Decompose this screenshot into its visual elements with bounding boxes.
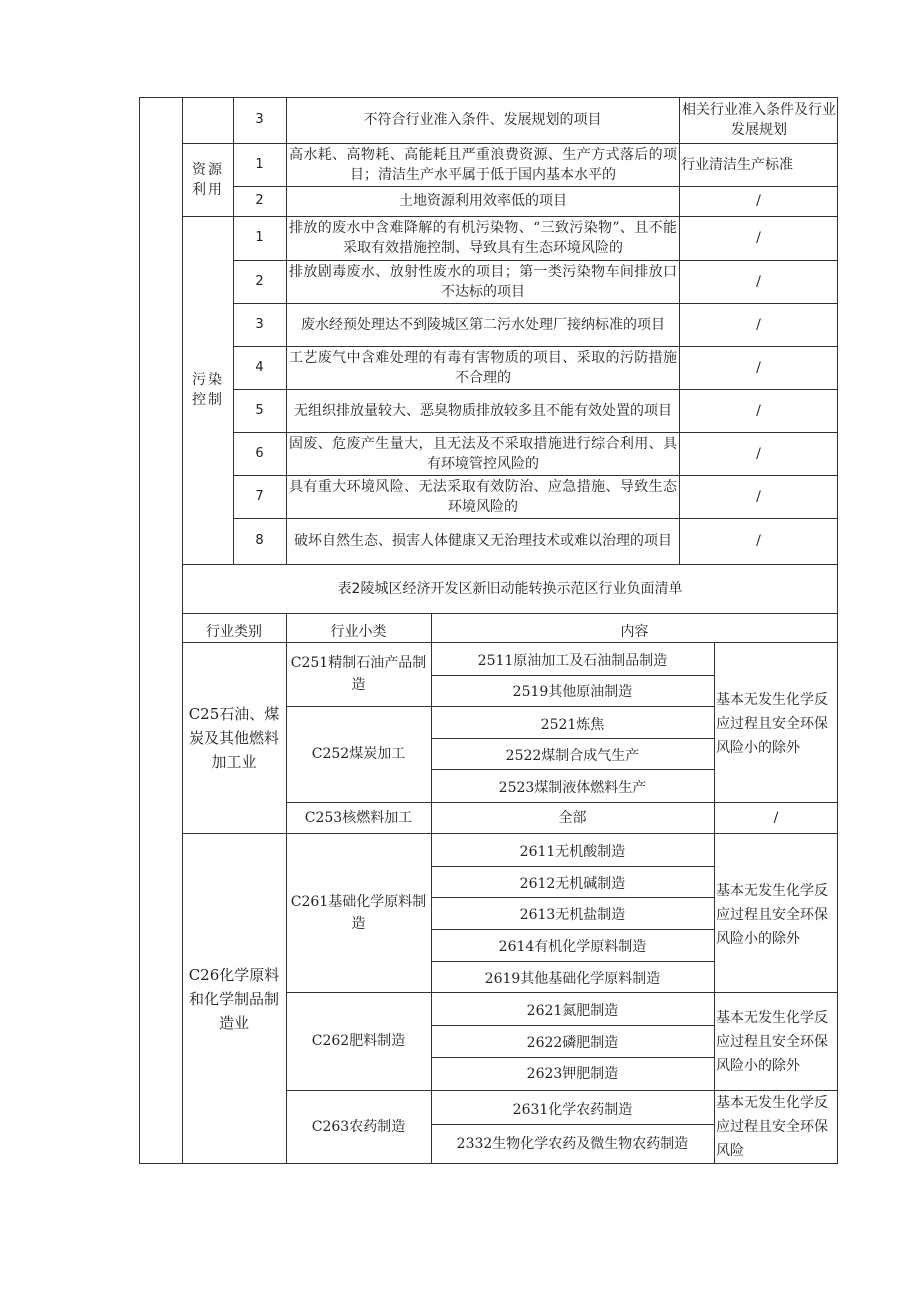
industry-subclass: C261基础化学原料制造 — [290, 893, 427, 932]
industry-subclass: C252煤炭加工 — [311, 746, 406, 762]
row-content: 废水经预处理达不到陵城区第二污水处理厂接纳标准的项目 — [301, 316, 665, 333]
content-item: 2611无机酸制造 — [519, 844, 626, 860]
content-item: 2622磷肥制造 — [526, 1035, 619, 1051]
row-content: 破坏自然生态、损害人体健康又无治理技术或难以治理的项目 — [294, 533, 672, 549]
row-number: 4 — [255, 359, 264, 375]
content-item: 2613无机盐制造 — [519, 907, 626, 923]
row-number: 1 — [255, 156, 264, 172]
row-number: 8 — [255, 533, 264, 548]
content-item: 2522煤制合成气生产 — [505, 747, 640, 764]
row-basis: / — [756, 359, 761, 376]
row-basis: / — [756, 230, 761, 246]
content-item: 2523煤制液体燃料生产 — [498, 780, 647, 796]
industry-category: C25石油、煤炭及其他燃料加工业 — [188, 704, 280, 771]
exception-note: 基本无发生化学反应过程且安全环保风险 — [716, 1095, 828, 1159]
row-number: 1 — [255, 230, 264, 245]
grid-line — [431, 866, 714, 867]
column-header-category: 行业类别 — [206, 623, 262, 640]
row-number: 6 — [255, 445, 264, 461]
content-item: 2619其他基础化学原料制造 — [484, 970, 661, 987]
row-content: 无组织排放量较大、恶臭物质排放较多且不能有效处置的项目 — [294, 402, 672, 419]
row-number: 5 — [255, 402, 264, 418]
industry-category: C26化学原料和化学制品制造业 — [188, 965, 280, 1032]
grid-line — [431, 675, 714, 676]
row-content: 不符合行业准入条件、发展规划的项目 — [363, 112, 602, 128]
grid-line — [714, 642, 715, 1164]
exception-note: / — [773, 809, 779, 826]
grid-line — [431, 929, 714, 930]
row-basis: / — [756, 193, 761, 209]
content-item: 2614有机化学原料制造 — [498, 939, 647, 955]
row-number: 2 — [255, 273, 264, 289]
row-basis: 相关行业准入条件及行业发展规划 — [682, 102, 836, 138]
row-number: 7 — [255, 488, 264, 504]
row-basis: 行业清洁生产标准 — [681, 156, 793, 173]
table2-title: 表2陵城区经济开发区新旧动能转换示范区行业负面清单 — [337, 580, 683, 597]
content-item: 2332生物化学农药及微生物农药制造 — [456, 1136, 689, 1152]
content-item: 2511原油加工及石油制品制造 — [477, 652, 668, 669]
grid-line — [431, 769, 714, 770]
row-content: 土地资源利用效率低的项目 — [399, 193, 567, 209]
row-content: 高水耗、高物耗、高能耗且严重浪费资源、生产方式落后的项目；清洁生产水平属于低于国内基本水平的 — [289, 146, 677, 183]
content-item: 2621氮肥制造 — [526, 1003, 619, 1019]
row-basis: / — [756, 445, 761, 462]
exception-note: 基本无发生化学反应过程且安全环保风险小的除外 — [716, 692, 828, 756]
category-label: 污染控制 — [192, 372, 224, 408]
row-content: 具有重大环境风险、无法采取有效防治、应急措施、导致生态环境风险的 — [289, 478, 677, 515]
industry-subclass: C253核燃料加工 — [304, 809, 413, 826]
row-basis: / — [756, 533, 761, 549]
row-number: 3 — [255, 316, 264, 332]
content-item: 2631化学农药制造 — [512, 1101, 633, 1118]
row-content: 排放剧毒废水、放射性废水的项目；第一类污染物车间排放口不达标的项目 — [289, 263, 677, 300]
grid-line — [431, 738, 714, 739]
row-content: 排放的废水中含难降解的有机污染物、“三致污染物”、且不能采取有效措施控制、导致具有生态环境风险的 — [289, 220, 677, 256]
grid-line — [431, 961, 714, 962]
industry-subclass: C263农药制造 — [311, 1119, 406, 1135]
grid-line — [431, 897, 714, 898]
content-item: 2519其他原油制造 — [512, 684, 633, 700]
row-basis: / — [756, 488, 761, 505]
exception-note: 基本无发生化学反应过程且安全环保风险小的除外 — [716, 883, 828, 947]
column-header-subclass: 行业小类 — [330, 623, 387, 640]
grid-line — [182, 613, 838, 614]
category-label: 资源利用 — [192, 161, 224, 198]
content-item: 2612无机碱制造 — [519, 875, 626, 892]
industry-subclass: C251精制石油产品制造 — [290, 655, 427, 693]
grid-line — [286, 613, 287, 1164]
content-item: 2623钾肥制造 — [526, 1065, 619, 1082]
industry-subclass: C262肥料制造 — [311, 1033, 406, 1049]
row-content: 固废、危废产生量大，且无法及不采取措施进行综合利用、具有环境管控风险的 — [289, 435, 677, 472]
content-item: 2521炼焦 — [540, 716, 605, 733]
content-item: 全部 — [558, 809, 587, 826]
row-basis: / — [756, 316, 761, 333]
column-header-content: 内容 — [620, 623, 649, 640]
grid-line — [431, 1025, 714, 1026]
row-number: 2 — [255, 193, 264, 208]
row-content: 工艺废气中含难处理的有毒有害物质的项目、采取的污防措施不合理的 — [289, 349, 677, 386]
exception-note: 基本无发生化学反应过程且安全环保风险小的除外 — [716, 1009, 828, 1074]
row-basis: / — [756, 402, 761, 419]
row-number: 3 — [255, 112, 264, 127]
row-basis: / — [756, 273, 761, 290]
